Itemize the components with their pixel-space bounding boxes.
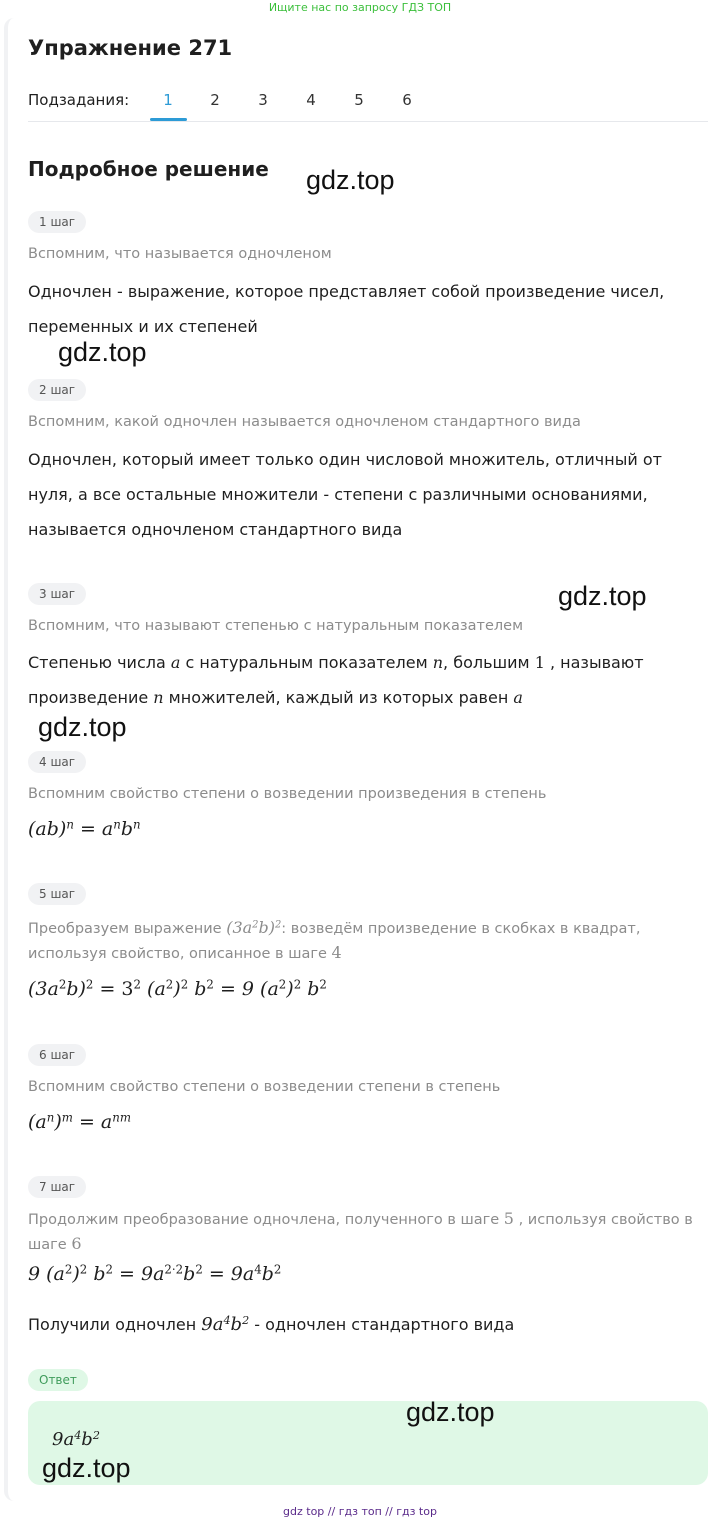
answer-badge: Ответ — [28, 1369, 88, 1391]
step-formula-6: $(a^n)^m = a^{nm}$ — [28, 1110, 131, 1133]
watermark: gdz.top — [58, 337, 147, 367]
footer-separator: // — [327, 1505, 336, 1518]
step-badge-2: 2 шаг — [28, 379, 86, 401]
subtask-tab-1[interactable]: 1 — [163, 91, 173, 109]
step-text-1: Одночлен - выражение, которое представляет собой произведение чисел, переменных и их степеней — [28, 282, 665, 336]
active-tab-indicator — [150, 118, 187, 121]
watermark: gdz.top — [406, 1397, 495, 1427]
subtasks-label: Подзадания: — [28, 91, 130, 109]
footer-links — [0, 1505, 720, 1518]
subtask-tab-6[interactable]: 6 — [402, 91, 412, 109]
answer-value: $9a^4b^2$ — [52, 1428, 100, 1450]
watermark: gdz.top — [306, 165, 395, 195]
step-badge-3: 3 шаг — [28, 583, 86, 605]
step-hint-6: Вспомним свойство степени о возведении степени в степень — [28, 1079, 501, 1095]
step-hint-4: Вспомним свойство степени о возведении произведения в степень — [28, 786, 547, 802]
step-hint-2: Вспомним, какой одночлен называется одночленом стандартного вида — [28, 414, 581, 430]
subtask-tab-3[interactable]: 3 — [258, 91, 268, 109]
step-hint-5: Преобразуем выражение $(3a^2b)^2$: возведём произведение в скобках в квадрат, используя свойство, описанное в шаге 4 — [28, 918, 641, 962]
step-text-2: Одночлен, который имеет только один числовой множитель, отличный от нуля, а все остальные множители - степени с различными основаниями, называется одночленом стандартного вида — [28, 450, 662, 539]
subtask-tab-5[interactable]: 5 — [354, 91, 364, 109]
step-badge-7: 7 шаг — [28, 1176, 86, 1198]
watermark: gdz.top — [38, 712, 127, 742]
footer-link-2[interactable]: гдз топ — [338, 1505, 382, 1518]
step-formula-5: $(3a^2b)^2 = 3^2$ $(a^2)^2$ $b^2 = 9$ $(a^2)^2$ $b^2$ — [28, 977, 327, 1000]
step-hint-1: Вспомним, что называется одночленом — [28, 246, 332, 262]
watermark: gdz.top — [42, 1453, 131, 1483]
step-hint-7: Продолжим преобразование одночлена, полученного в шаге 5 , используя свойство в шаге 6 — [28, 1209, 693, 1253]
step-conclusion-7: Получили одночлен $9a^4b^2$ - одночлен стандартного вида — [28, 1313, 515, 1335]
subtask-tab-4[interactable]: 4 — [306, 91, 316, 109]
subtasks-bar — [28, 88, 708, 122]
step-badge-5: 5 шаг — [28, 883, 86, 905]
footer-link-1[interactable]: gdz top — [283, 1505, 325, 1518]
step-hint-3: Вспомним, что называют степенью с натуральным показателем — [28, 618, 524, 634]
step-badge-4: 4 шаг — [28, 751, 86, 773]
step-text-3: Степенью числа a с натуральным показателем n, большим 1 , называют произведение n множителей, каждый из которых равен a — [28, 653, 644, 707]
footer-separator: // — [385, 1505, 393, 1518]
step-formula-4: $(ab)^n = a^nb^n$ — [28, 817, 141, 840]
step-badge-1: 1 шаг — [28, 211, 86, 233]
footer-link-3[interactable]: гдз top — [396, 1505, 437, 1518]
subtask-tab-2[interactable]: 2 — [210, 91, 220, 109]
solution-title: Подробное решение — [28, 157, 269, 181]
exercise-title: Упражнение 271 — [28, 36, 233, 60]
step-formula-7: 9 $(a^2)^2$ $b^2 = 9a^{2\cdot 2}b^2 = 9a^4b^2$ — [28, 1262, 282, 1285]
step-badge-6: 6 шаг — [28, 1044, 86, 1066]
search-banner[interactable]: Ищите нас по запросу ГДЗ ТОП — [268, 1, 452, 14]
watermark: gdz.top — [558, 581, 647, 611]
